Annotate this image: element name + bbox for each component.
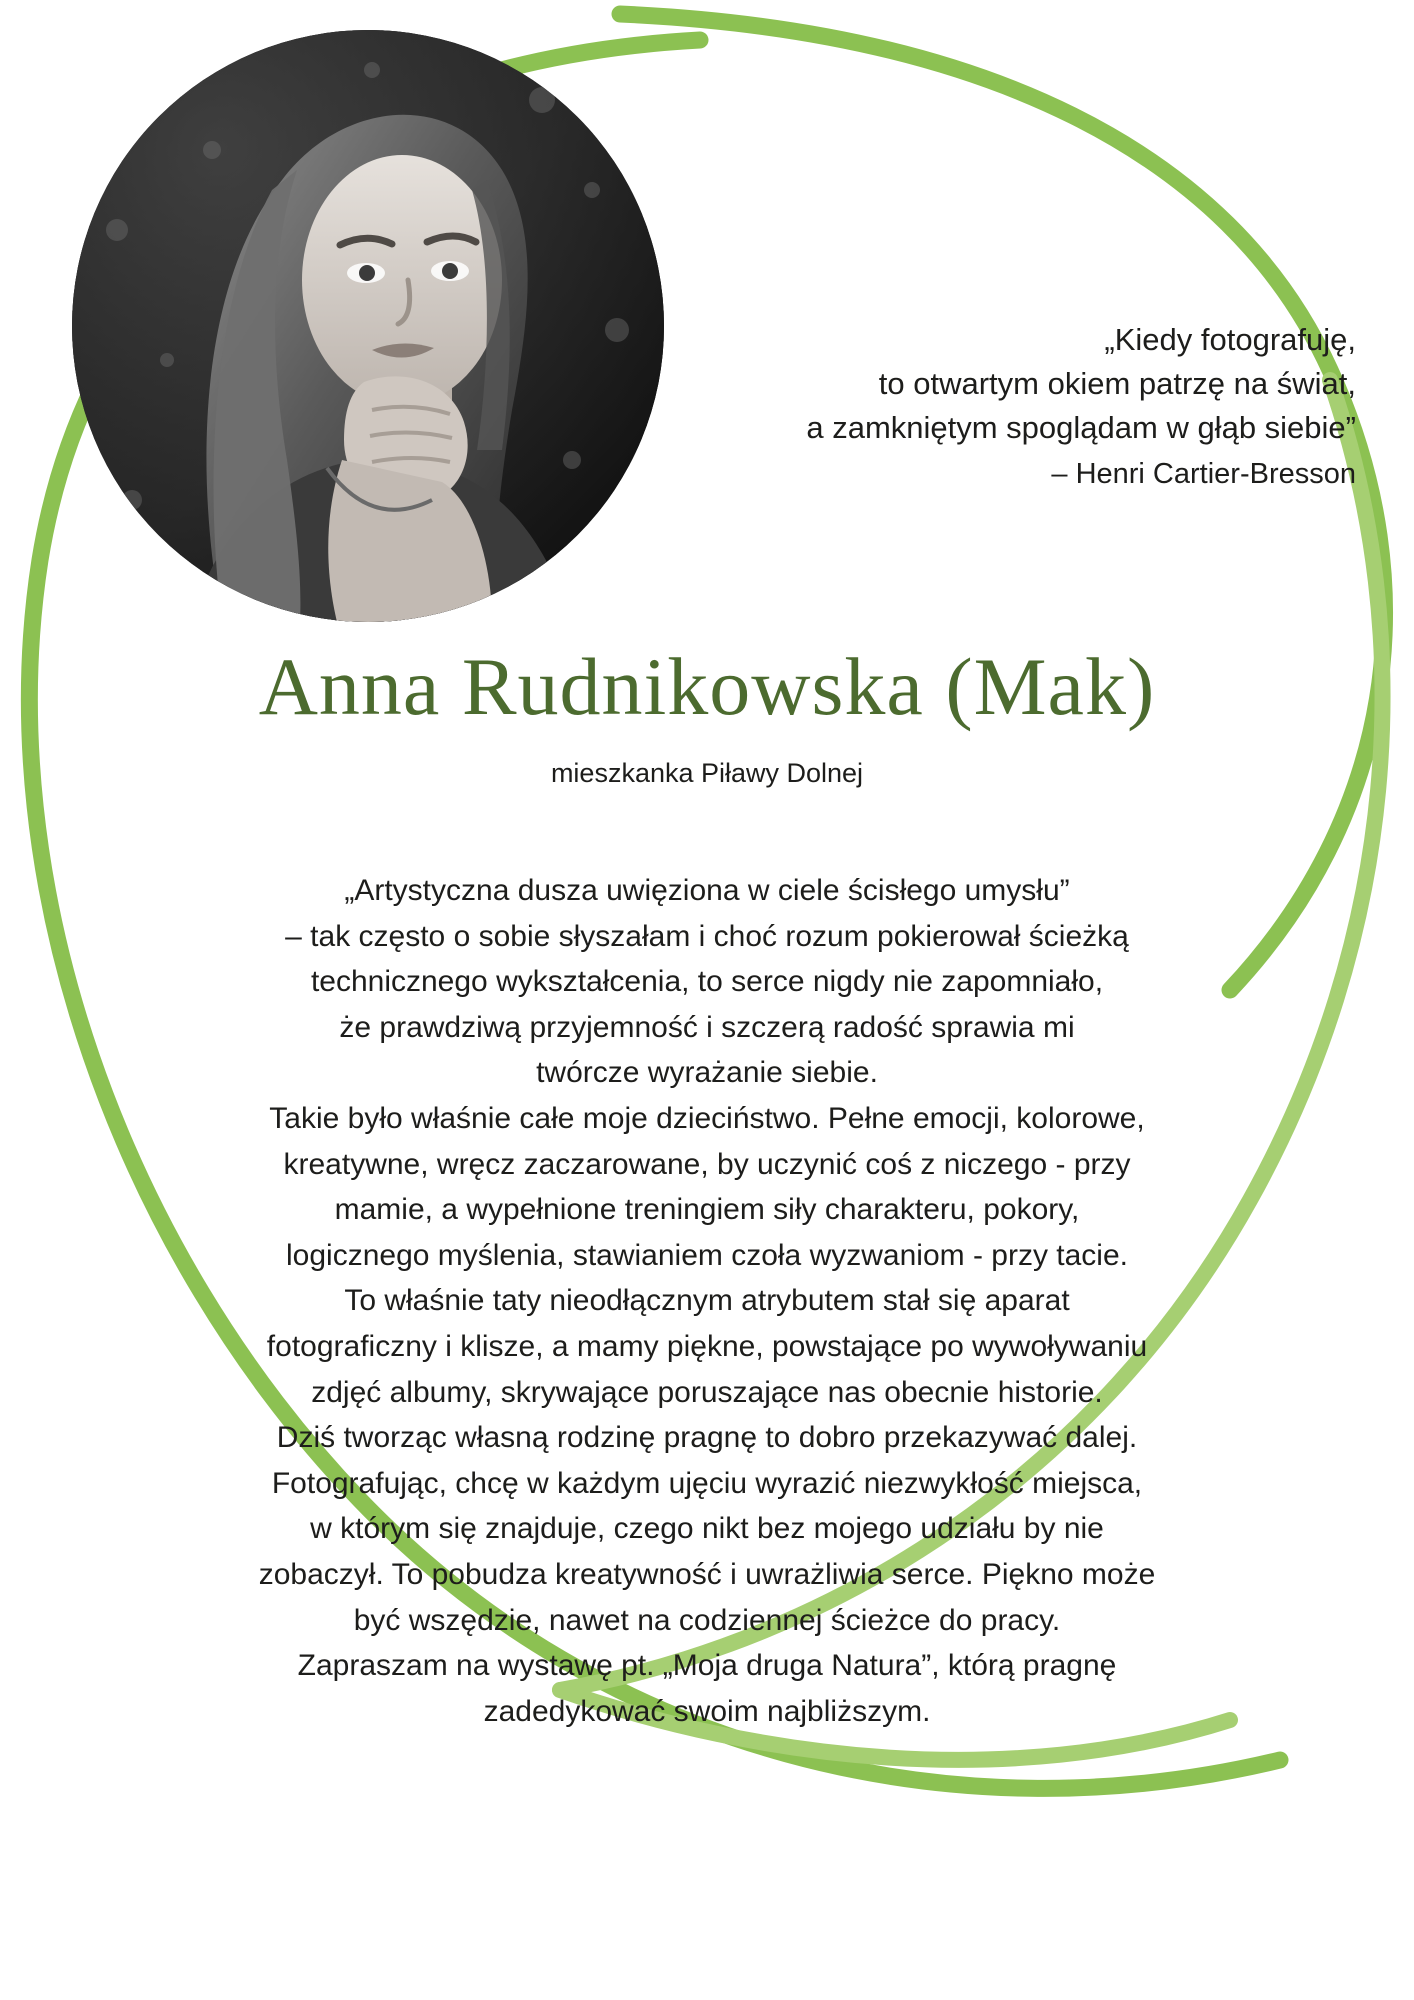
- portrait-photo: [72, 30, 664, 622]
- body-line: „Artystyczna dusza uwięziona w ciele ścisłego umysłu”: [344, 874, 1070, 907]
- body-line: Fotografując, chcę w każdym ujęciu wyrazić niezwykłość miejsca,: [271, 1466, 1143, 1500]
- body-line: być wszędzie, nawet na codziennej ścieżce do pracy.: [353, 1603, 1061, 1637]
- body-line: Zapraszam na wystawę pt. „Moja druga Natura”, którą pragnę: [297, 1649, 1117, 1683]
- body-line: logicznego myślenia, stawianiem czoła wyzwaniom - przy tacie.: [286, 1238, 1128, 1272]
- quote-line-2: to otwartym okiem patrzę na świat,: [878, 366, 1356, 402]
- body-line: – tak często o sobie słyszałam i choć rozum pokierował ścieżką: [285, 919, 1129, 953]
- body-line: twórcze wyrażanie siebie.: [536, 1056, 878, 1090]
- body-line: kreatywne, wręcz zaczarowane, by uczynić coś z niczego - przy: [283, 1147, 1131, 1181]
- page-subtitle: mieszkanka Piławy Dolnej: [550, 758, 864, 788]
- body-line: Takie było właśnie całe moje dzieciństwo. Pełne emocji, kolorowe,: [269, 1101, 1145, 1135]
- quote-line-1: „Kiedy fotografuję,: [1104, 322, 1356, 357]
- body-line: w którym się znajduje, czego nikt bez mojego udziału by nie: [310, 1512, 1104, 1546]
- body-line: zobaczył. To pobudza kreatywność i uwrażliwia serce. Piękno może: [258, 1557, 1156, 1591]
- body-line: technicznego wykształcenia, to serce nigdy nie zapomniało,: [310, 965, 1104, 999]
- quote-author: – Henri Cartier-Bresson: [1051, 458, 1356, 491]
- page-title: Anna Rudnikowska (Mak): [258, 641, 1156, 732]
- quote-line-3: a zamkniętym spoglądam w głąb siebie”: [806, 410, 1356, 446]
- body-line: zdjęć albumy, skrywające poruszające nas obecnie historie.: [311, 1375, 1103, 1409]
- quote-block: [616, 318, 1356, 495]
- body-line: Dziś tworząc własną rodzinę pragnę to dobro przekazywać dalej.: [276, 1421, 1138, 1455]
- body-line: To właśnie taty nieodłącznym atrybutem stał się aparat: [344, 1284, 1070, 1318]
- body-line: zadedykować swoim najbliższym.: [483, 1694, 931, 1728]
- body-line: fotograficzny i klisze, a mamy piękne, powstające po wywoływaniu: [266, 1329, 1148, 1363]
- biography-text: [110, 868, 1304, 1734]
- body-line: że prawdziwą przyjemność i szczerą radość sprawia mi: [339, 1010, 1075, 1044]
- body-line: mamie, a wypełnione treningiem siły charakteru, pokory,: [334, 1193, 1080, 1227]
